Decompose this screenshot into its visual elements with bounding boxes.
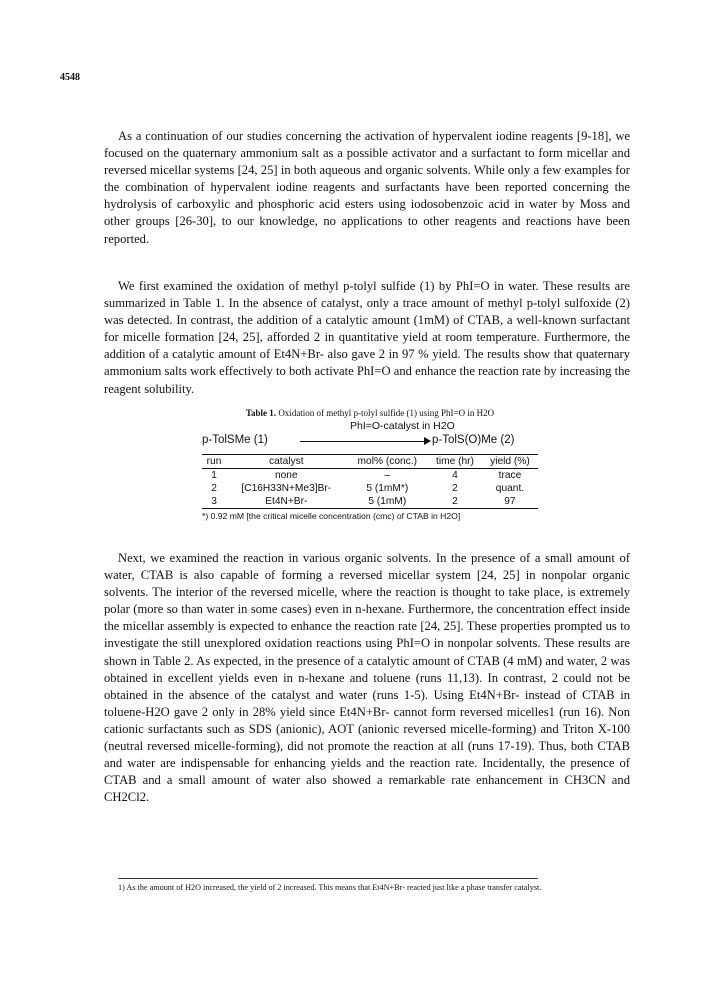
cell-time: 2	[452, 483, 458, 494]
footnote: 1) As the amount of H2O increased, the yield of 2 increased. This means that Et4N+Br- reacted just like a phase transfer catalyst.	[118, 883, 542, 892]
cell-mol: 5 (1mM*)	[366, 483, 409, 494]
cell-catalyst: Et4N+Br-	[226, 495, 346, 509]
paragraph-oxidation-water	[104, 278, 630, 398]
cell-run: 3	[202, 495, 226, 509]
table-row	[202, 482, 538, 495]
product-label: p-TolS(O)Me (2)	[432, 434, 515, 446]
page-number: 4548	[60, 72, 80, 83]
reactant-label: p-TolSMe (1)	[202, 434, 268, 446]
table-note: *) 0.92 mM [the critical micelle concentration (cmc) of CTAB in H2O]	[202, 511, 461, 521]
header-mol: mol% (conc.)	[347, 455, 429, 469]
cell-yield: 97	[482, 495, 538, 509]
paragraph-organic-solvents-text: Next, we examined the reaction in various organic solvents. In the presence of a small amount of water, CTAB is also capable of forming a reversed micellar system [24, 25] in nonpolar organic solvents. The interior of the reversed micelle, where the reaction is thought to take place, is extremely polar (more so than water in some cases) even in n-hexane. Furthermore, the concentration effect inside the micellar assembly is expected to enhance the reaction rate [24, 25]. These properties prompted us to investigate the still unexplored oxidation reactions using PhI=O in nonpolar solvents. These results are shown in Table 2. As expected, in the presence of a catalytic amount of CTAB (4 mM) and water, 2 was obtained in excellent yields even in n-hexane and toluene (runs 11,13). In contrast, 2 could not be obtained in the absence of the catalyst and water (runs 1-5). Using Et4N+Br- instead of CTAB in toluene-H2O gave 2 only in 28% yield since Et4N+Br- cannot form reversed micelles1 (run 16). Non cationic surfactants such as SDS (anionic), AOT (anionic reversed micelle-forming) and Triton X-100 (neutral reversed micelle-forming), did not promote the reaction at all (runs 17-19). Thus, both CTAB and water are indispensable for enhancing yields and the reaction rate. Incidentally, the presence of CTAB and a small amount of water also showed a remarkable rate enhancement in CH3CN and CH2Cl2.	[104, 551, 630, 805]
header-catalyst: catalyst	[226, 455, 346, 469]
table-label: Table 1.	[245, 408, 277, 418]
cell-time: 4	[452, 470, 458, 481]
table-header-row	[202, 455, 538, 469]
cell-time: 2	[428, 495, 482, 509]
cell-mol: 5 (1mM)	[347, 495, 429, 509]
arrowhead-icon	[424, 437, 431, 445]
header-yield: yield (%)	[482, 455, 538, 469]
paragraph-oxidation-water-text: We first examined the oxidation of methyl p-tolyl sulfide (1) by PhI=O in water. These results are summarized in Table 1. In the absence of catalyst, only a trace amount of methyl p-tolyl sulfoxide (2) was detected. In contrast, the addition of a catalytic amount (1mM) of CTAB, a well-known surfactant for micelle formation [24, 25], afforded 2 in quantitative yield at room temperature. Furthermore, the addition of a catalytic amount of Et4N+Br- also gave 2 in 97 % yield. The results show that quaternary ammonium salts work effectively to both activate PhI=O and enhance the reaction rate by increasing the reagent solubility.	[104, 279, 630, 396]
footnote-divider	[118, 878, 538, 879]
table-row	[202, 469, 538, 483]
cell-catalyst: none	[274, 470, 298, 481]
table-row	[202, 495, 538, 509]
cell-mol: –	[384, 470, 391, 481]
header-run: run	[202, 455, 226, 469]
cell-run: 1	[211, 470, 217, 481]
cell-catalyst: [C16H33N+Me3]Br-	[241, 483, 332, 494]
paragraph-organic-solvents	[104, 550, 630, 806]
cell-yield: trace	[498, 470, 522, 481]
paragraph-intro-text: As a continuation of our studies concerning the activation of hypervalent iodine reagents [9-18], we focused on the quaternary ammonium salt as a possible activator and a surfactant to form micellar and reversed micellar systems [24, 25] in both aqueous and organic solvents. While only a few examples for the combination of hypervalent iodine reagents and surfactants have been reported concerning the hydrolysis of carboxylic and phosphoric acid esters using iodosobenzoic acid in water by Moss and other groups [26-30], to our knowledge, no applications to other reagents and reactions have been reported.	[104, 129, 630, 246]
header-time: time (hr)	[428, 455, 482, 469]
cell-yield: quant.	[495, 483, 525, 494]
table-caption-text: Oxidation of methyl p-tolyl sulfide (1) using PhI=O in H2O	[278, 408, 495, 418]
data-table	[202, 454, 538, 509]
table-1	[200, 408, 540, 521]
paragraph-intro	[104, 128, 630, 248]
reaction-arrow	[300, 441, 428, 442]
cell-run: 2	[211, 483, 217, 494]
table-caption	[200, 408, 540, 418]
reaction-conditions: PhI=O-catalyst in H2O	[350, 420, 455, 432]
reaction-scheme	[200, 420, 540, 450]
